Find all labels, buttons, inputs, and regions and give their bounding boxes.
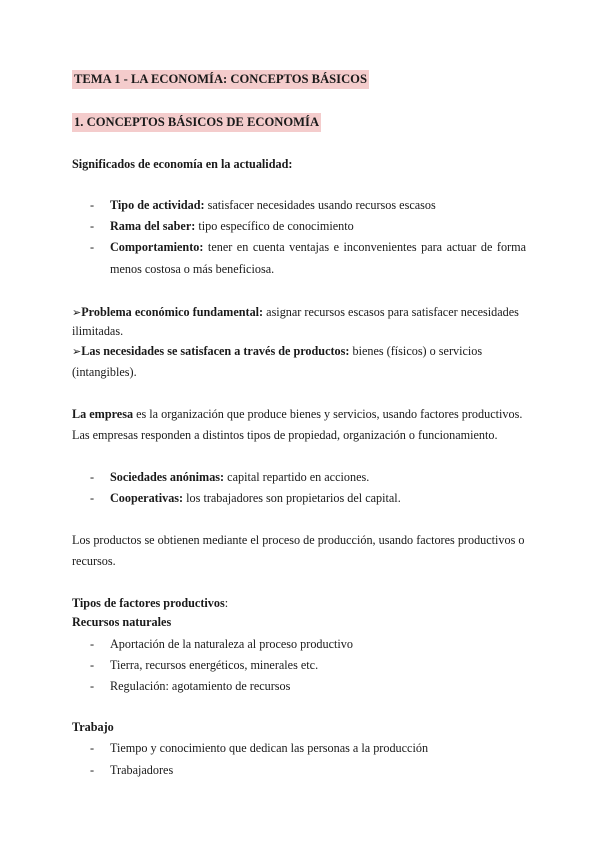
list-bullet: - <box>90 491 95 505</box>
list-item-continuation: menos costosa o más beneficiosa. <box>110 262 275 276</box>
list-bullet: - <box>90 240 95 254</box>
list-item: Trabajadores <box>110 763 174 777</box>
arrow-bullet-icon: ➢ <box>72 346 82 358</box>
list-bullet: - <box>90 470 95 484</box>
section-heading: 1. CONCEPTOS BÁSICOS DE ECONOMÍA <box>72 114 321 130</box>
list-bullet: - <box>90 198 95 212</box>
empresa-paragraph-line2: Las empresas responden a distintos tipos de propiedad, organización o funcionamiento. <box>72 428 498 442</box>
document-title: TEMA 1 - LA ECONOMÍA: CONCEPTOS BÁSICOS <box>72 71 369 87</box>
list-bullet: - <box>90 637 95 651</box>
necesidades-continuation: (intangibles). <box>72 365 137 379</box>
list-item: Tipo de actividad: satisfacer necesidades usando recursos escasos <box>110 198 436 212</box>
tipos-heading: Tipos de factores productivos: <box>72 596 229 610</box>
problema-continuation: ilimitadas. <box>72 324 124 338</box>
significados-heading: Significados de economía en la actualidad: <box>72 157 293 171</box>
trabajo-heading: Trabajo <box>72 720 114 734</box>
problema-paragraph: ➢Problema económico fundamental: asignar recursos escasos para satisfacer necesidades <box>72 305 519 319</box>
arrow-bullet-icon: ➢ <box>72 307 82 319</box>
list-item: Sociedades anónimas: capital repartido en acciones. <box>110 470 370 484</box>
productos-paragraph: Los productos se obtienen mediante el proceso de producción, usando factores productivos o <box>72 533 525 547</box>
list-bullet: - <box>90 763 95 777</box>
recursos-heading: Recursos naturales <box>72 615 172 629</box>
list-bullet: - <box>90 679 95 693</box>
empresa-paragraph: La empresa es la organización que produce bienes y servicios, usando factores productivos. <box>72 407 523 421</box>
list-item: Cooperativas: los trabajadores son propietarios del capital. <box>110 491 401 505</box>
list-item: Regulación: agotamiento de recursos <box>110 679 291 693</box>
list-bullet: - <box>90 658 95 672</box>
list-bullet: - <box>90 219 95 233</box>
list-item: Tierra, recursos energéticos, minerales etc. <box>110 658 319 672</box>
productos-paragraph-line2: recursos. <box>72 554 116 568</box>
list-item: Comportamiento: tener en cuenta ventajas e inconvenientes para actuar de forma <box>110 240 526 254</box>
necesidades-paragraph: ➢Las necesidades se satisfacen a través de productos: bienes (físicos) o servicios <box>72 344 483 358</box>
list-item: Tiempo y conocimiento que dedican las personas a la producción <box>110 741 429 755</box>
list-item: Aportación de la naturaleza al proceso productivo <box>110 637 353 651</box>
list-item: Rama del saber: tipo específico de conocimiento <box>110 219 354 233</box>
list-bullet: - <box>90 741 95 755</box>
